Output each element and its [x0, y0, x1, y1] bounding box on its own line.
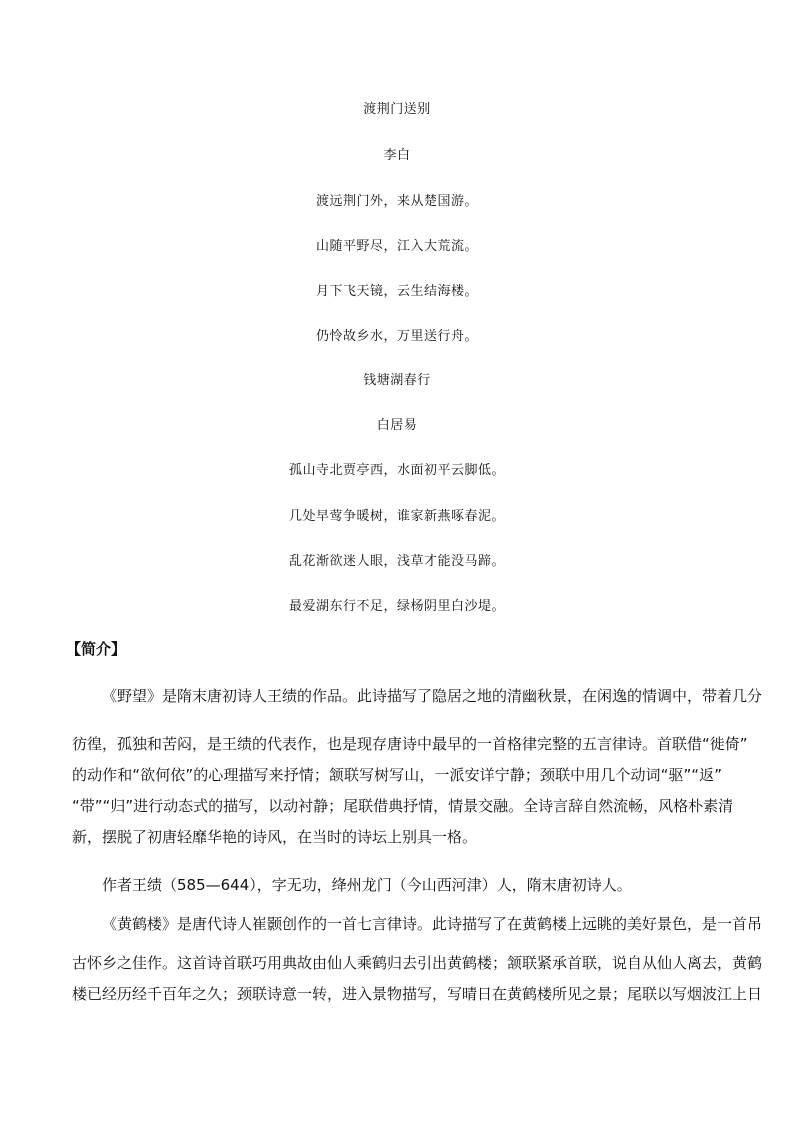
- section-heading: 【简介】: [66, 640, 127, 658]
- poem-verse: 渡远荆门外，来从楚国游。: [315, 194, 478, 209]
- paragraph-line: 彷徨，孤独和苦闷，是王绩的代表作，也是现存唐诗中最早的一首格律完整的五言律诗。首联借“徙倚”: [72, 735, 748, 753]
- poem-author: 李白: [383, 148, 411, 163]
- poem-title: 钱塘湖春行: [363, 373, 431, 388]
- paragraph-line: “带”“归”进行动态式的描写，以动衬静；尾联借典抒情，情景交融。全诗言辞自然流畅，风格朴素清: [72, 797, 734, 815]
- poem-verse: 乱花渐欲迷人眼，浅草才能没马蹄。: [288, 554, 505, 569]
- paragraph-line: 新，摆脱了初唐轻靡华艳的诗风，在当时的诗坛上别具一格。: [72, 828, 478, 846]
- poem-verse: 月下飞天镜，云生结海楼。: [315, 284, 478, 299]
- poem-author: 白居易: [376, 418, 418, 433]
- paragraph-line: 作者王绩（585—644），字无功，绛州龙门（今山西河津）人，隋末唐初诗人。: [102, 876, 632, 894]
- paragraph-line: 的动作和“欲何依”的心理描写来抒情；颔联写树写山，一派安详宁静；颈联中用几个动词“驱”“返”: [72, 766, 722, 784]
- poem-verse: 仍怜故乡水，万里送行舟。: [315, 329, 478, 344]
- poem-verse: 孤山寺北贾亭西，水面初平云脚低。: [288, 463, 505, 478]
- paragraph-line: 楼已经历经千百年之久；颈联诗意一转，进入景物描写，写晴日在黄鹤楼所见之景；尾联以写烟波江上日: [72, 985, 763, 1003]
- poem-verse: 最爱湖东行不足，绿杨阴里白沙堤。: [288, 599, 505, 614]
- paragraph-line: 古怀乡之佳作。这首诗首联巧用典故由仙人乘鹤归去引出黄鹤楼；颔联紧承首联，说自从仙人离去，黄鹤: [72, 954, 763, 972]
- poem-title: 渡荆门送别: [363, 102, 431, 117]
- paragraph-line: 《黄鹤楼》是唐代诗人崔颢创作的一首七言律诗。此诗描写了在黄鹤楼上远眺的美好景色，是一首吊: [102, 915, 763, 933]
- paragraph-line: 《野望》是隋末唐初诗人王绩的作品。此诗描写了隐居之地的清幽秋景，在闲逸的情调中，带着几分: [102, 687, 763, 705]
- poem-verse: 几处早莺争暖树，谁家新燕啄春泥。: [288, 509, 505, 524]
- poem-verse: 山随平野尽，江入大荒流。: [315, 239, 478, 254]
